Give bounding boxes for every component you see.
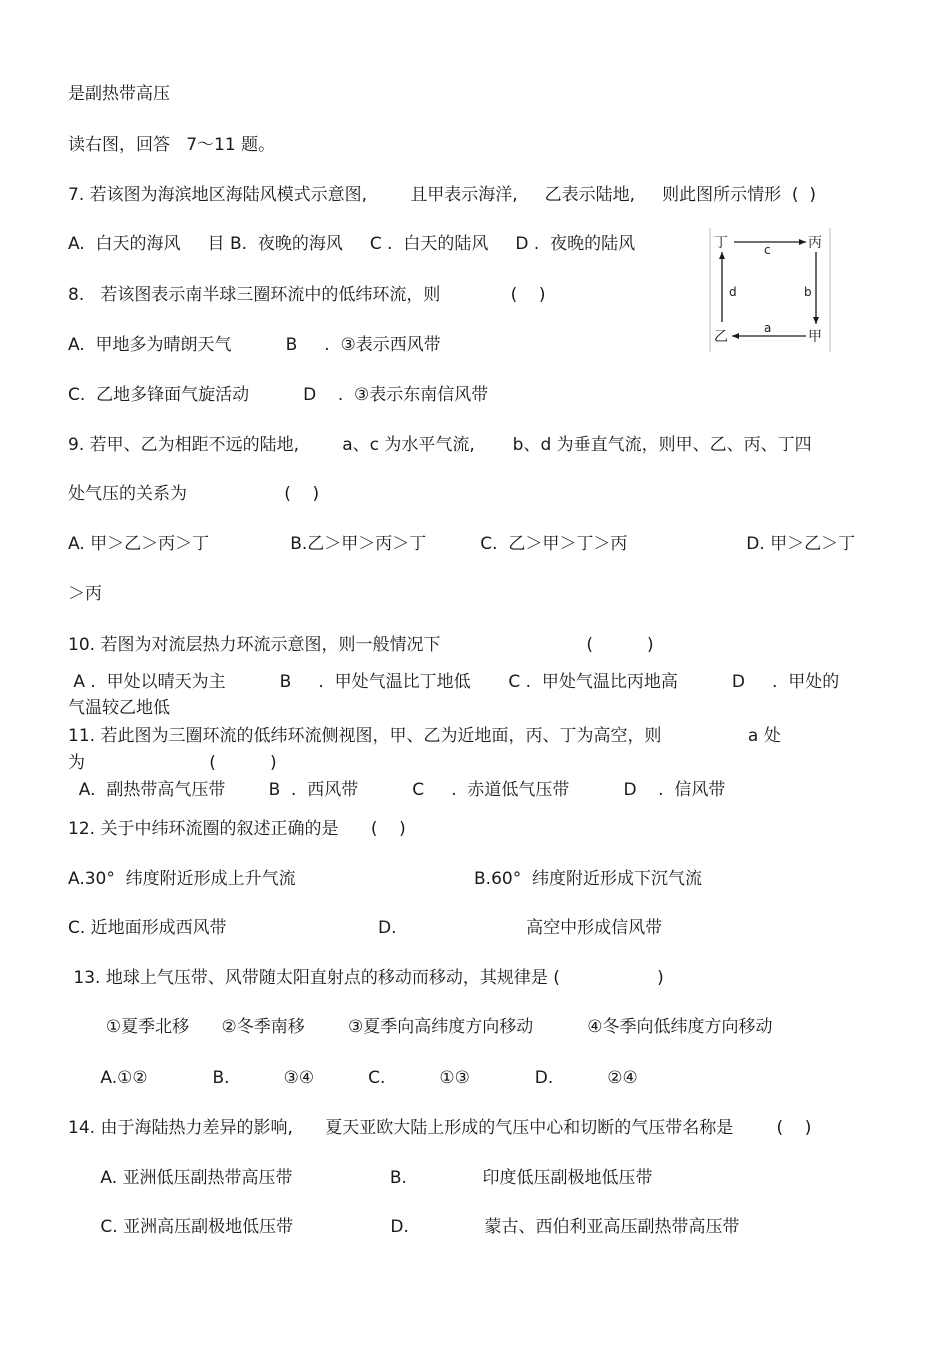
question-13-options: A.①② B. ③④ C. ①③ D. ②④ — [68, 1068, 638, 1088]
question-9-cont: 处气压的关系为 ( ) — [68, 484, 320, 504]
question-7-options: A. 白天的海风 目 B. 夜晚的海风 C . 白天的陆风 D . 夜晚的陆风 — [68, 234, 636, 254]
arrow-label-d: d — [729, 285, 737, 299]
question-10-options: A . 甲处以晴天为主 B . 甲处气温比丁地低 C . 甲处气温比丙地高 D . 甲处的 — [68, 672, 840, 692]
question-7: 7. 若该图为海滨地区海陆风模式示意图, 且甲表示海洋, 乙表示陆地, 则此图所示情形 ( ) — [68, 185, 816, 205]
circulation-diagram-svg — [708, 228, 832, 352]
question-8: 8. 若该图表示南半球三圈环流中的低纬环流，则 ( ) — [68, 285, 546, 305]
circulation-diagram — [708, 228, 832, 352]
question-14-options-cd: C. 亚洲高压副极地低压带 D. 蒙古、西伯利亚高压副热带高压带 — [68, 1217, 740, 1237]
question-13-items: ①夏季北移 ②冬季南移 ③夏季向高纬度方向移动 ④冬季向低纬度方向移动 — [68, 1017, 773, 1037]
question-11-options: A. 副热带高气压带 B . 西风带 C . 赤道低气压带 D . 信风带 — [68, 780, 726, 800]
corner-label-bing: 丙 — [808, 235, 822, 251]
question-14: 14. 由于海陆热力差异的影响, 夏天亚欧大陆上形成的气压中心和切断的气压带名称是 ( ) — [68, 1118, 812, 1138]
question-13: 13. 地球上气压带、风带随太阳直射点的移动而移动，其规律是 ( ) — [68, 968, 664, 988]
arrow-label-a: a — [764, 321, 772, 335]
corner-label-ding: 丁 — [714, 235, 728, 251]
question-12-options-ab: A.30° 纬度附近形成上升气流 B.60° 纬度附近形成下沉气流 — [68, 869, 703, 889]
question-9-options: A. 甲＞乙＞丙＞丁 B.乙＞甲＞丙＞丁 C. 乙＞甲＞丁＞丙 D. 甲＞乙＞丁 — [68, 534, 856, 554]
question-9: 9. 若甲、乙为相距不远的陆地, a、c 为水平气流, b、d 为垂直气流，则甲、乙、丙、丁四 — [68, 435, 812, 455]
question-9-options-cont: ＞丙 — [68, 584, 102, 604]
text-line: 读右图，回答 7～11 题。 — [68, 135, 276, 155]
corner-label-jia: 甲 — [808, 329, 822, 345]
arrow-label-b: b — [804, 285, 812, 299]
question-8-options-cd: C. 乙地多锋面气旋活动 D . ③表示东南信风带 — [68, 385, 489, 405]
question-10-options-cont: 气温较乙地低 — [68, 698, 170, 718]
text-line: 是副热带高压 — [68, 84, 170, 104]
question-12-options-cd: C. 近地面形成西风带 D. 高空中形成信风带 — [68, 918, 663, 938]
question-12: 12. 关于中纬环流圈的叙述正确的是 ( ) — [68, 819, 406, 839]
arrow-label-c: c — [764, 243, 771, 257]
question-11-cont: 为 ( ) — [68, 753, 277, 773]
question-10: 10. 若图为对流层热力环流示意图，则一般情况下 ( ) — [68, 635, 654, 655]
question-14-options-ab: A. 亚洲低压副热带高压带 B. 印度低压副极地低压带 — [68, 1168, 653, 1188]
corner-label-yi: 乙 — [714, 329, 728, 345]
question-8-options-ab: A. 甲地多为晴朗天气 B . ③表示西风带 — [68, 335, 441, 355]
question-11: 11. 若此图为三圈环流的低纬环流侧视图，甲、乙为近地面，丙、丁为高空，则 a 处 — [68, 726, 781, 746]
